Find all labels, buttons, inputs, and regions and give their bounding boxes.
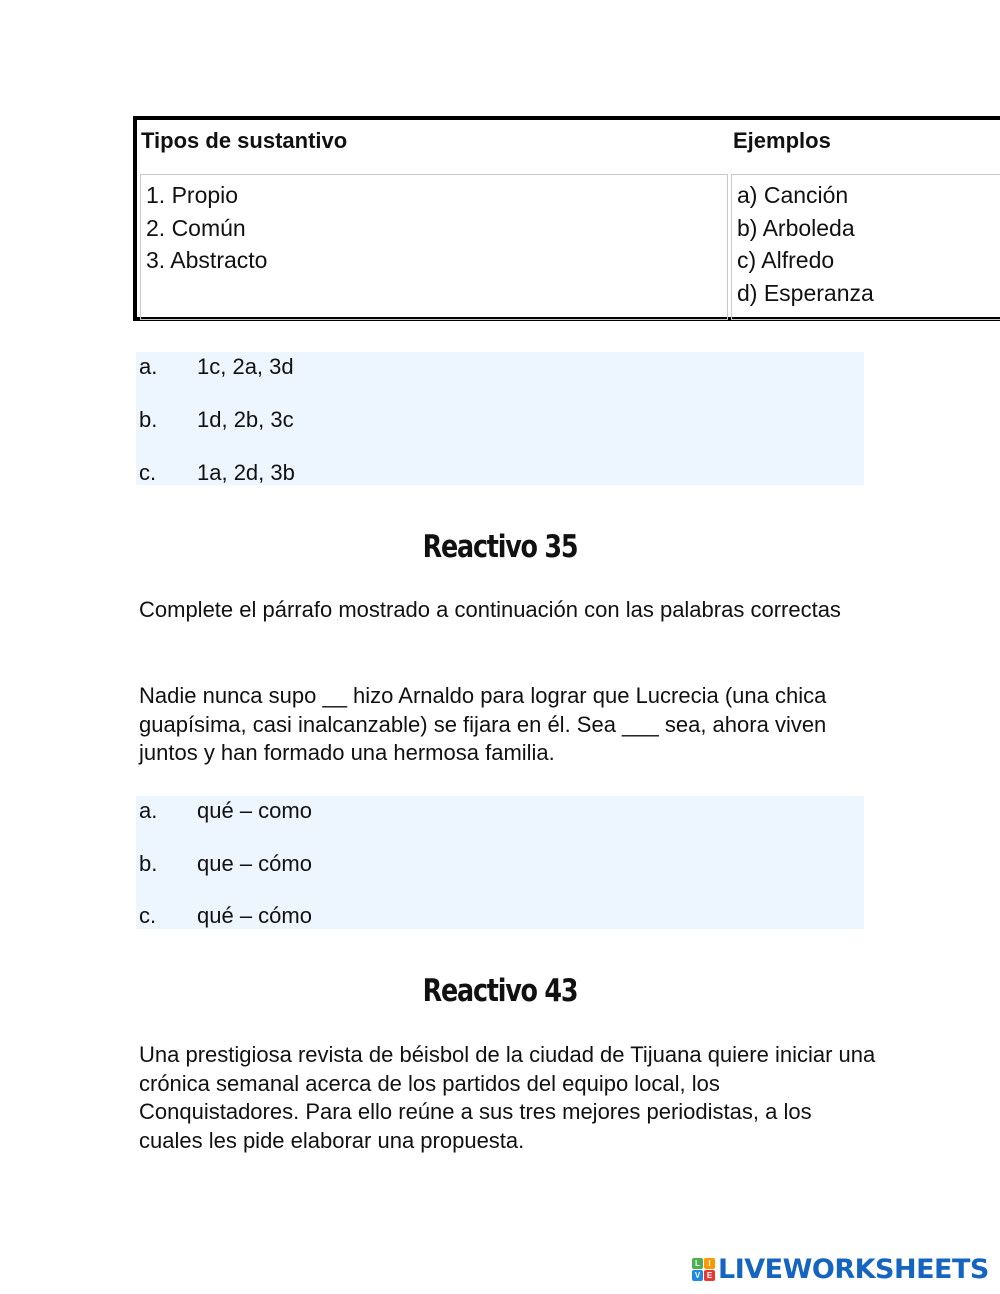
table-header-examples: Ejemplos (733, 128, 831, 153)
example-item: d) Esperanza (737, 280, 874, 307)
option-text: 1d, 2b, 3c (197, 407, 294, 432)
option-text: 1c, 2a, 3d (197, 354, 294, 379)
logo-mark-letter: L (692, 1258, 703, 1269)
type-item: 1. Propio (146, 182, 239, 208)
example-item: a) Canción (737, 182, 849, 208)
option-text: qué – cómo (197, 903, 312, 928)
types-cell (140, 174, 728, 320)
question-title-35: Reactivo 35 (422, 529, 578, 565)
liveworksheets-icon (692, 1258, 715, 1281)
option-letter: a. (139, 354, 158, 379)
liveworksheets-logo (692, 1254, 989, 1285)
answer-options-35 (136, 796, 864, 929)
option-letter: a. (139, 798, 158, 823)
example-item: b) Arboleda (737, 214, 855, 241)
table-header-types: Tipos de sustantivo (141, 128, 348, 153)
logo-text: LIVEWORKSHEETS (718, 1254, 989, 1285)
option-text: qué – como (197, 798, 312, 823)
logo-mark-letter: E (704, 1270, 715, 1281)
option-text: 1a, 2d, 3b (197, 460, 295, 485)
logo-mark-letter: V (692, 1270, 703, 1281)
question-paragraph-35: Nadie nunca supo __ hizo Arnaldo para lograr que Lucrecia (una chica guapísima, casi inalcanzable) se fijara en él. Sea ___ sea, ahora viven juntos y han formado una hermosa familia. (139, 683, 827, 765)
answer-options-prev (136, 352, 864, 485)
option-text: que – cómo (197, 851, 312, 876)
logo-mark-letter: I (704, 1258, 715, 1269)
option-letter: c. (139, 460, 157, 485)
examples-cell (731, 174, 1000, 320)
option-letter: c. (139, 903, 157, 928)
question-title-43: Reactivo 43 (422, 973, 578, 1009)
matching-table (133, 116, 1000, 321)
type-item: 3. Abstracto (146, 247, 268, 274)
option-letter: b. (139, 407, 158, 432)
question-paragraph-43: Una prestigiosa revista de béisbol de la ciudad de Tijuana quiere iniciar una crónica semanal acerca de los partidos del equipo local, los Conquistadores. Para ello reúne a sus tres mejores periodistas, a los cuales les pide elaborar una propuesta. (139, 1042, 876, 1153)
example-item: c) Alfredo (737, 247, 835, 274)
option-letter: b. (139, 851, 158, 876)
question-instruction-35: Complete el párrafo mostrado a continuación con las palabras correctas (139, 597, 841, 622)
type-item: 2. Común (146, 214, 246, 241)
